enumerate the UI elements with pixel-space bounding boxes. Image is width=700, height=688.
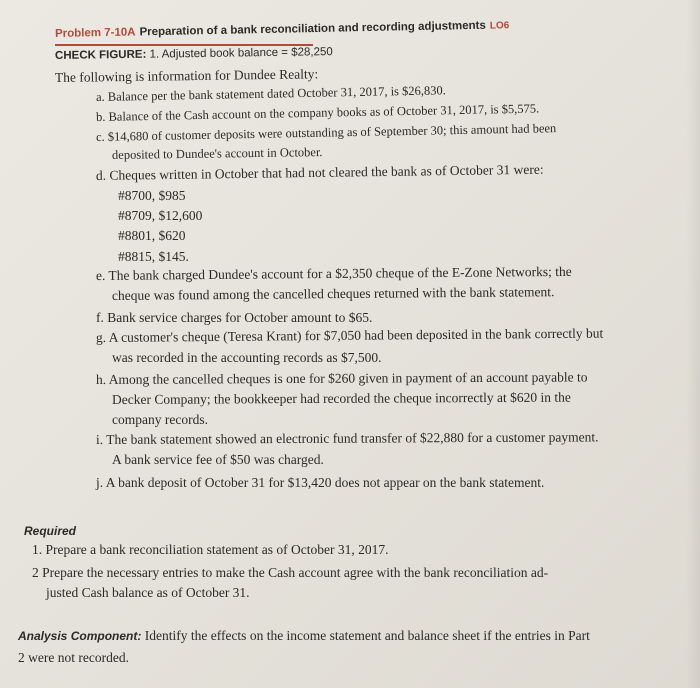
- required-item-2-line2: justed Cash balance as of October 31.: [46, 585, 250, 600]
- item-d: d. Cheques written in October that had not cleared the bank as of October 31 were:: [95, 161, 544, 183]
- item-c-line2: deposited to Dundee's account in October.: [111, 145, 323, 162]
- cheque-line: #8815, $145.: [118, 249, 189, 264]
- problem-label: Problem 7-10A: [54, 26, 136, 40]
- analysis-label: Analysis Component:: [18, 629, 142, 643]
- lo-tag: LO6: [489, 20, 510, 32]
- item-i-line1: i. The bank statement showed an electronic fund transfer of $22,880 for a customer payment.: [95, 429, 599, 447]
- item-g-line2: was recorded in the accounting records as $7,500.: [112, 350, 382, 365]
- item-j: j. A bank deposit of October 31 for $13,420 does not appear on the bank statement.: [96, 475, 545, 490]
- check-figure: [55, 46, 333, 62]
- item-f: f. Bank service charges for October amount to $65.: [96, 310, 373, 325]
- analysis-text-2: 2 were not recorded.: [18, 650, 129, 665]
- intro-text: The following is information for Dundee Realty:: [54, 66, 319, 85]
- analysis-text-1: Identify the effects on the income statement and balance sheet if the entries in Part: [144, 628, 590, 643]
- item-e-line1: e. The bank charged Dundee's account for a $2,350 cheque of the E-Zone Networks; the: [95, 263, 572, 283]
- item-i-line2: A bank service fee of $50 was charged.: [112, 452, 324, 467]
- required-item-2-line1: 2 Prepare the necessary entries to make the Cash account agree with the bank reconciliation ad-: [32, 565, 549, 580]
- analysis-component: [18, 628, 590, 644]
- item-h-line3: company records.: [112, 412, 208, 427]
- check-figure-label: CHECK FIGURE:: [54, 48, 147, 62]
- item-e-line2: cheque was found among the cancelled cheques returned with the bank statement.: [111, 284, 555, 303]
- check-figure-text: 1. Adjusted book balance = $28,250: [149, 46, 333, 61]
- item-a: a. Balance per the bank statement dated October 31, 2017, is $26,830.: [95, 83, 446, 104]
- item-h-line1: h. Among the cancelled cheques is one for $260 given in payment of an account payable to: [95, 369, 588, 387]
- required-heading: Required: [24, 524, 77, 538]
- cheque-line: #8801, $620: [118, 228, 186, 243]
- problem-title: Preparation of a bank reconciliation and recording adjustments: [139, 19, 486, 39]
- page-edge-shadow: [686, 0, 700, 688]
- required-item-1: 1. Prepare a bank reconciliation statement as of October 31, 2017.: [32, 542, 389, 557]
- item-g-line1: g. A customer's cheque (Teresa Krant) for $7,050 had been deposited in the bank correctly but: [95, 325, 604, 345]
- cheque-line: #8700, $985: [118, 188, 186, 203]
- header-underline: [55, 44, 313, 46]
- item-c-line1: c. $14,680 of customer deposits were outstanding as of September 30; this amount had been: [95, 121, 557, 144]
- item-h-line2: Decker Company; the bookkeeper had recorded the cheque incorrectly at $620 in the: [111, 389, 571, 407]
- item-b: b. Balance of the Cash account on the company books as of October 31, 2017, is $5,575.: [95, 101, 540, 124]
- cheque-line: #8709, $12,600: [118, 208, 203, 223]
- problem-header: [55, 15, 510, 42]
